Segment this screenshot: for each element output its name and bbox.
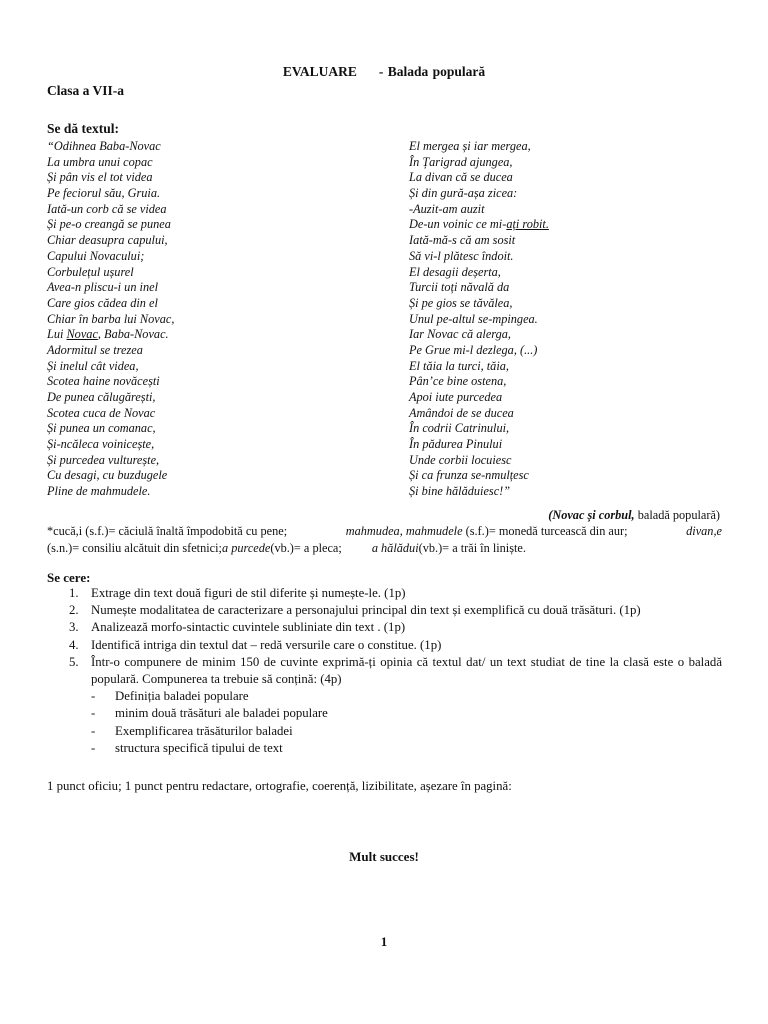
glossary-definition: (s.n.)= consiliu alcătuit din sfetnici; xyxy=(47,541,222,555)
title-subject: - Balada populară xyxy=(378,64,486,79)
task-item xyxy=(47,619,722,636)
poem-line: Unul pe-altul se-mpingea. xyxy=(409,311,538,326)
task-item xyxy=(47,602,722,619)
glossary xyxy=(47,523,722,557)
subitem xyxy=(91,705,722,722)
task-number: 1. xyxy=(69,586,79,600)
poem-line: Unde corbii locuiesc xyxy=(409,452,512,467)
page-number: 1 xyxy=(380,934,388,949)
poem-line: Și punea un comanac, xyxy=(47,421,156,436)
poem-line: În codrii Catrinului, xyxy=(409,421,510,436)
subitem xyxy=(91,740,722,757)
page-title xyxy=(0,64,768,80)
poem-line: Și purcedea vulturește, xyxy=(47,452,160,467)
subitem-dash: - xyxy=(91,740,96,755)
subitem-dash: - xyxy=(91,723,96,738)
poem-line: Iată-un corb că se videa xyxy=(47,201,167,216)
glossary-word: a hălădui xyxy=(371,541,419,555)
poem-line: Și pe gios se tăvălea, xyxy=(409,295,513,310)
poem-line: El mergea și iar mergea, xyxy=(409,139,531,153)
title-evaluation: EVALUARE xyxy=(282,64,357,79)
poem-line: Avea-n pliscu-i un inel xyxy=(47,280,158,295)
task-item xyxy=(47,585,722,602)
given-text-label: Se dă textul: xyxy=(47,121,119,136)
glossary-word: mahmudea, mahmudele xyxy=(345,524,463,538)
grading-note: 1 punct oficiu; 1 punct pentru redactare, ortografie, coerență, lizibilitate, așezare în pagină: xyxy=(47,779,512,793)
task-number: 3. xyxy=(69,620,79,635)
poem-line: Pe feciorul său, Gruia. xyxy=(47,186,161,201)
subitem-dash: - xyxy=(91,706,96,721)
source-citation xyxy=(548,508,720,523)
poem-line: Adormitul se trezea xyxy=(47,342,143,357)
glossary-word: divan,e xyxy=(686,524,722,538)
poem-line: În Țarigrad ajungea, xyxy=(409,154,513,169)
glossary-entry xyxy=(346,523,628,540)
subitem-text: structura specifică tipului de text xyxy=(115,740,283,755)
poem-line: Și pân vis el tot videa xyxy=(47,170,153,185)
poem-line: La umbra unui copac xyxy=(47,154,153,169)
glossary-definition: (s.f.)= căciulă înaltă împodobită cu pene; xyxy=(82,524,288,538)
poem-line: Și bine hălăduiesc!” xyxy=(409,484,511,499)
glossary-word: a purcede xyxy=(221,541,271,555)
poem-right-column xyxy=(409,139,549,500)
poem-line: Iată-mă-s că am sosit xyxy=(409,233,516,248)
poem-line: Iar Novac că alerga, xyxy=(409,327,511,342)
poem-line: Și inelul cât videa, xyxy=(47,358,139,373)
poem-line: Scotea cuca de Novac xyxy=(47,405,156,420)
poem-line: Corbulețul ușurel xyxy=(47,264,134,279)
glossary-definition: (vb.)= a pleca; xyxy=(270,541,342,555)
poem-line: Și ca frunza se-nmulțesc xyxy=(409,468,529,483)
poem-line: Pline de mahmudele. xyxy=(47,484,151,499)
glossary-row xyxy=(47,523,722,540)
poem-left-column xyxy=(47,139,174,500)
poem-line-underlined xyxy=(47,327,174,343)
poem-line: Scotea haine novăcești xyxy=(47,374,160,389)
poem-line: Să vi-l plătesc îndoit. xyxy=(409,248,514,263)
task-item xyxy=(47,637,722,654)
poem-text: De-un voinic ce mi- xyxy=(409,217,507,232)
poem-line: El desagii deșerta, xyxy=(409,264,501,279)
underlined-word: Novac xyxy=(66,327,98,342)
task-number: 4. xyxy=(69,637,79,652)
task-text: Într-o compunere de minim 150 de cuvinte exprimă-ți opinia că textul dat/ un text studiat de tine la clasă este o baladă populară. Compunerea ta trebuie să conțină: (4p) xyxy=(91,654,722,687)
subitem xyxy=(91,723,722,740)
glossary-word: *cucă,i xyxy=(47,524,83,538)
glossary-definition: (vb.)= a trăi în liniște. xyxy=(418,541,526,555)
poem-line: Apoi iute purcedea xyxy=(409,390,503,404)
subitem-text: Definiția baladei populare xyxy=(115,689,249,704)
subitem-text: minim două trăsături ale baladei populare xyxy=(115,706,328,721)
poem-line: Amândoi de se ducea xyxy=(409,405,514,420)
task-item xyxy=(47,654,722,688)
poem-line: El tăia la turci, tăia, xyxy=(409,358,509,373)
poem-line: Pân’ce bine ostena, xyxy=(409,374,507,389)
task-text: Analizează morfo-sintactic cuvintele subliniate din text . (1p) xyxy=(91,620,406,635)
poem-line: -Auzit-am auzit xyxy=(409,201,485,216)
poem-line: Chiar deasupra capului, xyxy=(47,233,168,248)
poem-line: Și pe-o creangă se punea xyxy=(47,217,171,232)
poem-line: “Odihnea Baba-Novac xyxy=(47,139,161,153)
poem-line: De punea călugărești, xyxy=(47,390,156,404)
source-suffix: baladă populară) xyxy=(634,508,720,522)
poem-line: La divan că se ducea xyxy=(409,170,513,185)
task-text: Numește modalitatea de caracterizare a personajului principal din text și exemplifică cu două trăsături. (1p) xyxy=(91,603,641,618)
task-number: 5. xyxy=(69,654,79,669)
poem-line: Care gios cădea din el xyxy=(47,295,158,310)
requirements-label: Se cere: xyxy=(47,570,91,585)
subitem xyxy=(91,688,722,705)
subitem-text: Exemplificarea trăsăturilor baladei xyxy=(115,723,293,738)
poem-line-underlined xyxy=(409,217,549,233)
poem-line: Pe Grue mi-l dezlega, (...) xyxy=(409,342,538,357)
poem-line: În pădurea Pinului xyxy=(409,437,503,452)
poem-line: Și-ncăleca voinicește, xyxy=(47,437,155,452)
glossary-row xyxy=(47,540,722,557)
poem-text: Lui xyxy=(47,327,67,342)
poem-text: , Baba-Novac. xyxy=(97,327,169,342)
glossary-definition: (s.f.)= monedă turcească din aur; xyxy=(462,524,628,538)
subitem-dash: - xyxy=(91,689,96,704)
class-label: Clasa a VII-a xyxy=(47,83,125,98)
task-text: Identifică intriga din textul dat – redă versurile care o constitue. (1p) xyxy=(91,637,442,652)
poem-line: Capului Novacului; xyxy=(47,248,145,263)
glossary-entry xyxy=(47,523,287,540)
source-title: (Novac și corbul, xyxy=(548,508,635,522)
poem-line: Și din gură-așa zicea: xyxy=(409,186,518,201)
task-number: 2. xyxy=(69,603,79,618)
glossary-entry xyxy=(686,523,722,540)
poem-line: Turcii toți năvală da xyxy=(409,280,510,295)
poem-line: Chiar în barba lui Novac, xyxy=(47,311,175,326)
closing-message: Mult succes! xyxy=(349,849,419,864)
task-text: Extrage din text două figuri de stil diferite și numește-le. (1p) xyxy=(91,586,406,600)
poem-line: Cu desagi, cu buzdugele xyxy=(47,468,168,483)
task-list xyxy=(47,585,722,757)
underlined-word: ați robit. xyxy=(506,217,549,232)
